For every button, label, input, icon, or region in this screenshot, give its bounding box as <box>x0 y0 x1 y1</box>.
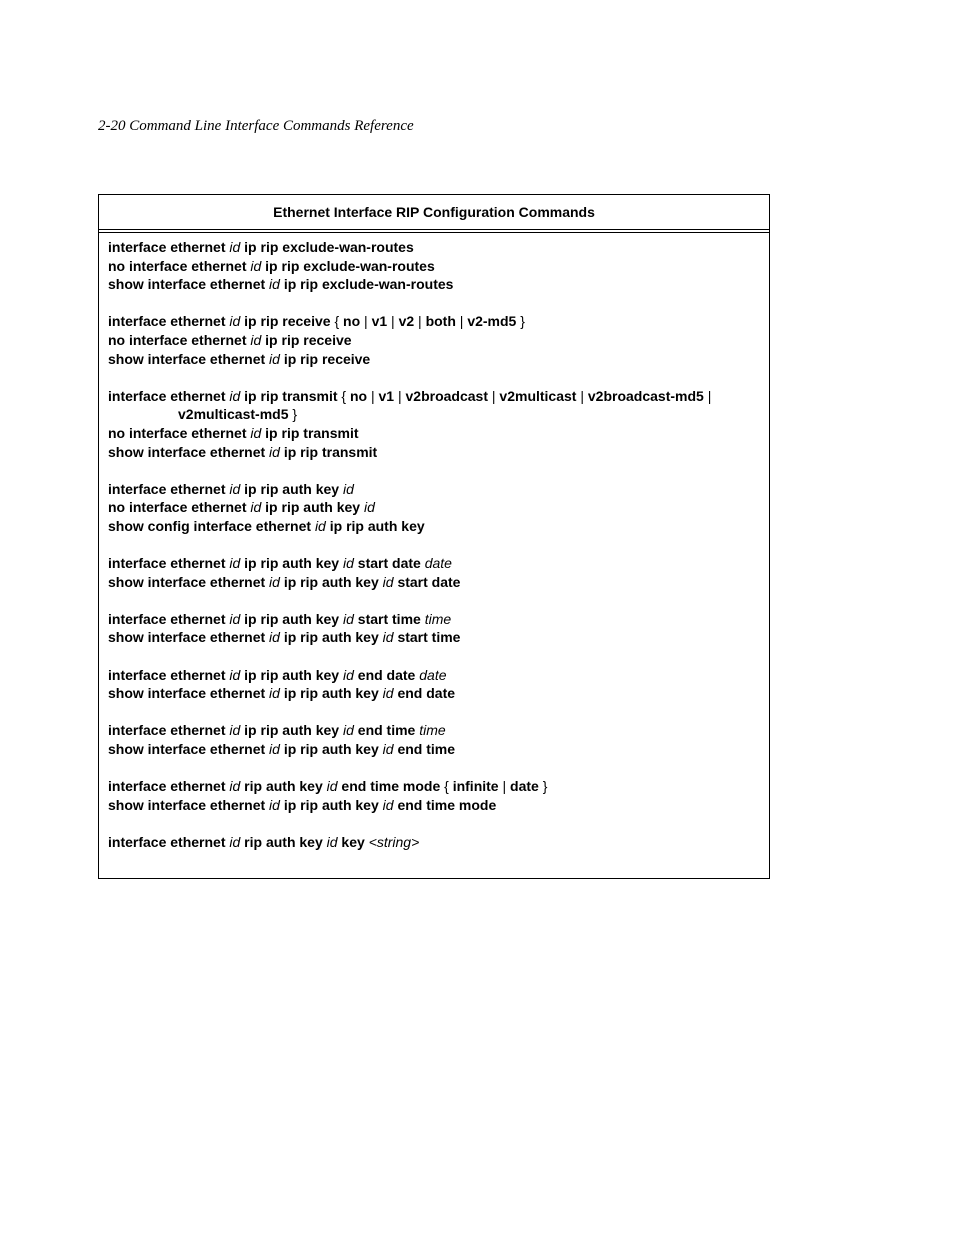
command-line <box>108 740 769 759</box>
command-keyword: ip rip auth key <box>279 796 383 813</box>
command-keyword: interface ethernet <box>108 610 230 627</box>
command-list <box>99 233 769 852</box>
argument-placeholder: id <box>229 610 241 627</box>
command-keyword: ip rip receive <box>279 350 371 367</box>
command-line <box>108 424 769 443</box>
command-keyword: ip rip auth key <box>240 666 343 683</box>
command-keyword: both <box>425 313 456 330</box>
command-keyword: ip rip auth key <box>240 480 343 497</box>
argument-placeholder: id <box>342 666 354 683</box>
argument-placeholder: date <box>419 666 447 683</box>
syntax-punctuation: | <box>394 387 406 404</box>
argument-placeholder: id <box>382 685 394 702</box>
running-header: 2-20 Command Line Interface Commands Reference <box>98 118 414 134</box>
argument-placeholder: id <box>229 313 241 330</box>
command-line <box>108 238 769 257</box>
argument-placeholder: id <box>269 629 280 646</box>
argument-placeholder: date <box>424 555 452 572</box>
argument-placeholder: id <box>269 443 280 460</box>
command-keyword: ip rip auth key <box>240 722 343 739</box>
command-keyword: end time mode <box>393 796 497 813</box>
argument-placeholder: id <box>363 499 375 516</box>
argument-placeholder: id <box>269 685 280 702</box>
command-keyword: start time <box>393 629 461 646</box>
table-title: Ethernet Interface RIP Configuration Commands <box>99 195 769 230</box>
command-keyword: no <box>343 313 361 330</box>
command-group <box>108 777 769 814</box>
argument-placeholder: <string> <box>368 834 420 850</box>
command-keyword: show interface ethernet <box>108 629 270 646</box>
command-line <box>108 312 769 331</box>
syntax-punctuation: | <box>488 387 500 404</box>
command-keyword: interface ethernet <box>108 480 230 497</box>
argument-placeholder: id <box>269 796 280 813</box>
command-keyword: show interface ethernet <box>108 685 270 702</box>
argument-placeholder: id <box>342 722 354 739</box>
command-line <box>108 480 769 499</box>
command-keyword: v1 <box>378 387 395 404</box>
command-line <box>108 554 769 573</box>
argument-placeholder: id <box>229 387 241 404</box>
command-keyword: show interface ethernet <box>108 350 270 367</box>
command-keyword: ip rip auth key <box>279 629 383 646</box>
argument-placeholder: id <box>250 257 262 274</box>
command-keyword: rip auth key <box>240 834 327 850</box>
command-keyword: ip rip receive <box>261 331 352 348</box>
command-group <box>108 312 769 368</box>
command-keyword: interface ethernet <box>108 313 230 330</box>
argument-placeholder: id <box>382 629 394 646</box>
command-keyword: no interface ethernet <box>108 331 251 348</box>
command-line <box>108 331 769 350</box>
command-keyword: no <box>349 387 368 404</box>
argument-placeholder: id <box>382 573 394 590</box>
command-keyword: ip rip auth key <box>261 499 364 516</box>
command-group <box>108 666 769 703</box>
command-keyword: v2multicast-md5 <box>178 406 289 423</box>
command-keyword: no interface ethernet <box>108 424 251 441</box>
command-keyword: ip rip exclude-wan-routes <box>261 257 435 274</box>
argument-placeholder: id <box>269 573 280 590</box>
command-keyword: ip rip transmit <box>279 443 378 460</box>
command-keyword: ip rip auth key <box>240 555 343 572</box>
command-keyword: v1 <box>371 313 388 330</box>
argument-placeholder: id <box>269 741 280 758</box>
command-group <box>108 387 769 461</box>
argument-placeholder: time <box>419 722 446 739</box>
command-keyword: interface ethernet <box>108 666 230 683</box>
syntax-punctuation: { <box>334 313 344 330</box>
command-line <box>108 387 769 406</box>
command-group <box>108 610 769 647</box>
command-keyword: v2broadcast <box>405 387 488 404</box>
command-keyword: ip rip transmit <box>240 387 342 404</box>
command-group <box>108 833 769 852</box>
command-keyword: interface ethernet <box>108 722 230 739</box>
argument-placeholder: id <box>382 796 394 813</box>
syntax-punctuation: } <box>538 778 548 795</box>
command-keyword: ip rip auth key <box>240 610 343 627</box>
syntax-punctuation: | <box>498 778 511 795</box>
syntax-punctuation: } <box>516 313 525 330</box>
command-keyword: no interface ethernet <box>108 499 251 516</box>
command-line <box>108 517 769 536</box>
syntax-punctuation: { <box>444 778 453 795</box>
command-line <box>108 257 769 276</box>
command-keyword: end time <box>353 722 420 739</box>
argument-placeholder: id <box>342 610 354 627</box>
argument-placeholder: id <box>342 555 354 572</box>
command-group <box>108 554 769 591</box>
command-keyword: ip rip auth key <box>279 741 383 758</box>
argument-placeholder: id <box>229 834 241 850</box>
command-keyword: no interface ethernet <box>108 257 251 274</box>
command-keyword: show interface ethernet <box>108 443 270 460</box>
command-keyword: key <box>337 834 369 850</box>
command-keyword: show config interface ethernet <box>108 517 315 534</box>
command-keyword: end date <box>393 685 456 702</box>
command-line <box>108 350 769 369</box>
argument-placeholder: id <box>326 834 338 850</box>
command-keyword: date <box>510 778 539 795</box>
command-keyword: interface ethernet <box>108 387 230 404</box>
command-keyword: interface ethernet <box>108 239 230 255</box>
command-keyword: ip rip auth key <box>279 573 383 590</box>
command-keyword: start date <box>353 555 425 572</box>
command-keyword: ip rip auth key <box>325 517 425 534</box>
command-keyword: interface ethernet <box>108 778 230 795</box>
command-keyword: ip rip receive <box>240 313 335 330</box>
command-keyword: interface ethernet <box>108 834 230 850</box>
command-keyword: start date <box>393 573 461 590</box>
command-line <box>108 628 769 647</box>
argument-placeholder: id <box>250 331 262 348</box>
command-keyword: v2-md5 <box>467 313 517 330</box>
command-line <box>108 573 769 592</box>
command-group <box>108 480 769 536</box>
command-line <box>108 777 769 796</box>
command-line <box>108 833 769 852</box>
command-keyword: v2broadcast-md5 <box>587 387 704 404</box>
syntax-punctuation: | <box>703 387 712 404</box>
command-keyword: start time <box>353 610 425 627</box>
command-line <box>108 405 769 424</box>
syntax-punctuation: | <box>367 387 379 404</box>
command-line <box>108 275 769 294</box>
command-keyword: rip auth key <box>240 778 327 795</box>
syntax-punctuation: | <box>455 313 468 330</box>
command-keyword: show interface ethernet <box>108 573 270 590</box>
argument-placeholder: id <box>250 424 262 441</box>
command-keyword: v2 <box>398 313 415 330</box>
syntax-punctuation: | <box>414 313 426 330</box>
command-table <box>98 194 770 879</box>
command-keyword: v2multicast <box>499 387 577 404</box>
argument-placeholder: id <box>326 778 338 795</box>
argument-placeholder: id <box>229 239 241 255</box>
command-line <box>108 610 769 629</box>
argument-placeholder: id <box>269 350 280 367</box>
command-line <box>108 498 769 517</box>
command-keyword: ip rip auth key <box>279 685 383 702</box>
argument-placeholder: id <box>269 276 280 293</box>
command-keyword: show interface ethernet <box>108 276 270 293</box>
command-line <box>108 721 769 740</box>
argument-placeholder: id <box>229 778 241 795</box>
command-keyword: show interface ethernet <box>108 741 270 758</box>
syntax-punctuation: } <box>288 406 298 423</box>
command-keyword: end time mode <box>337 778 445 795</box>
argument-placeholder: time <box>424 610 452 627</box>
argument-placeholder: id <box>250 499 262 516</box>
syntax-punctuation: { <box>341 387 350 404</box>
command-keyword: end date <box>353 666 420 683</box>
syntax-punctuation: | <box>360 313 372 330</box>
command-keyword: ip rip exclude-wan-routes <box>240 239 414 255</box>
command-line <box>108 796 769 815</box>
command-line <box>108 684 769 703</box>
command-keyword: end time <box>393 741 456 758</box>
argument-placeholder: id <box>382 741 394 758</box>
argument-placeholder: id <box>229 722 241 739</box>
command-line <box>108 443 769 462</box>
argument-placeholder: id <box>314 517 326 534</box>
command-keyword: ip rip exclude-wan-routes <box>279 276 454 293</box>
argument-placeholder: id <box>342 480 354 497</box>
command-line <box>108 666 769 685</box>
argument-placeholder: id <box>229 480 241 497</box>
command-group <box>108 721 769 758</box>
command-keyword: interface ethernet <box>108 555 230 572</box>
argument-placeholder: id <box>229 666 241 683</box>
command-keyword: ip rip transmit <box>261 424 359 441</box>
argument-placeholder: id <box>229 555 241 572</box>
syntax-punctuation: | <box>576 387 588 404</box>
command-group <box>108 238 769 294</box>
syntax-punctuation: | <box>387 313 399 330</box>
command-keyword: infinite <box>452 778 499 795</box>
command-keyword: show interface ethernet <box>108 796 270 813</box>
